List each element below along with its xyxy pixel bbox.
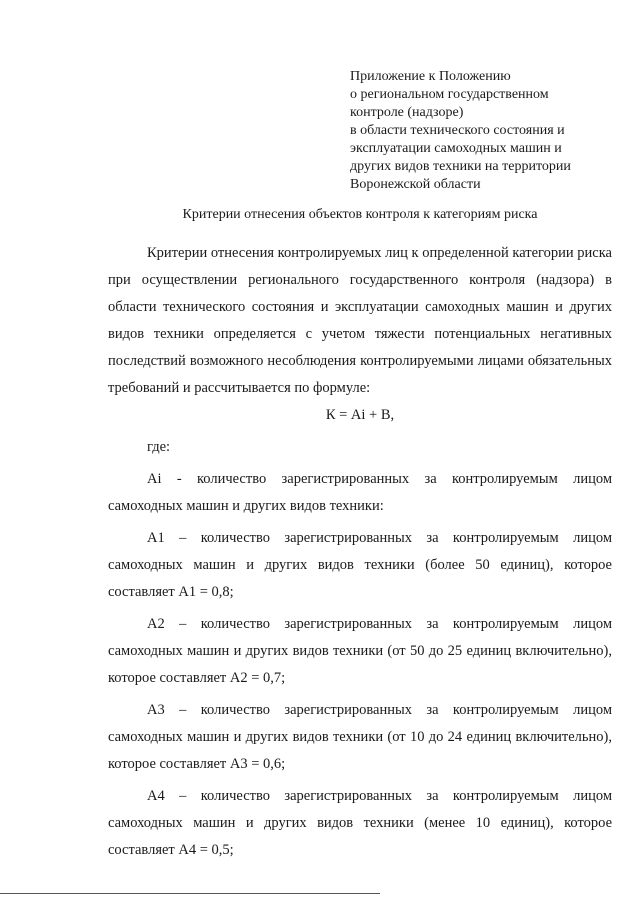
appendix-line: Воронежской области bbox=[350, 177, 481, 192]
definition-a3: А3 – количество зарегистрированных за контролируемым лицом самоходных машин и других видов техники (от 10 до 24 единиц включительно), которое составляет А3 = 0,6; bbox=[108, 702, 612, 772]
appendix-line: эксплуатации самоходных машин и bbox=[350, 141, 562, 156]
document-body bbox=[108, 240, 612, 864]
definition-a4: А4 – количество зарегистрированных за контролируемым лицом самоходных машин и других видов техники (менее 10 единиц), которое составляет А4 = 0,5; bbox=[108, 788, 612, 858]
document-title: Критерии отнесения объектов контроля к категориям риска bbox=[182, 207, 538, 222]
intro-paragraph: Критерии отнесения контролируемых лиц к определенной категории риска при осуществлении регионального государственного контроля (надзора) в области технического состояния и эксплуатации самоходных машин и других видов техники определяется с учетом тяжести потенциальных негативных последствий возможного несоблюдения контролируемыми лицами обязательных требований и рассчитывается по формуле: bbox=[108, 245, 612, 396]
appendix-line: контроле (надзоре) bbox=[350, 105, 464, 120]
appendix-line: в области технического состояния и bbox=[350, 123, 565, 138]
appendix-line: Приложение к Положению bbox=[350, 69, 511, 84]
definition-ai: Ai - количество зарегистрированных за контролируемым лицом самоходных машин и других видов техники: bbox=[108, 471, 612, 514]
definition-a1: А1 – количество зарегистрированных за контролируемым лицом самоходных машин и других видов техники (более 50 единиц), которое составляет А1 = 0,8; bbox=[108, 530, 612, 600]
appendix-line: о региональном государственном bbox=[350, 87, 549, 102]
definition-a2: А2 – количество зарегистрированных за контролируемым лицом самоходных машин и других видов техники (от 50 до 25 единиц включительно), которое составляет А2 = 0,7; bbox=[108, 616, 612, 686]
where-label: где: bbox=[147, 439, 171, 455]
formula: К = Ai + B, bbox=[325, 407, 395, 423]
appendix-header bbox=[350, 68, 620, 194]
appendix-line: других видов техники на территории bbox=[350, 159, 571, 174]
scan-edge-line bbox=[0, 893, 380, 894]
